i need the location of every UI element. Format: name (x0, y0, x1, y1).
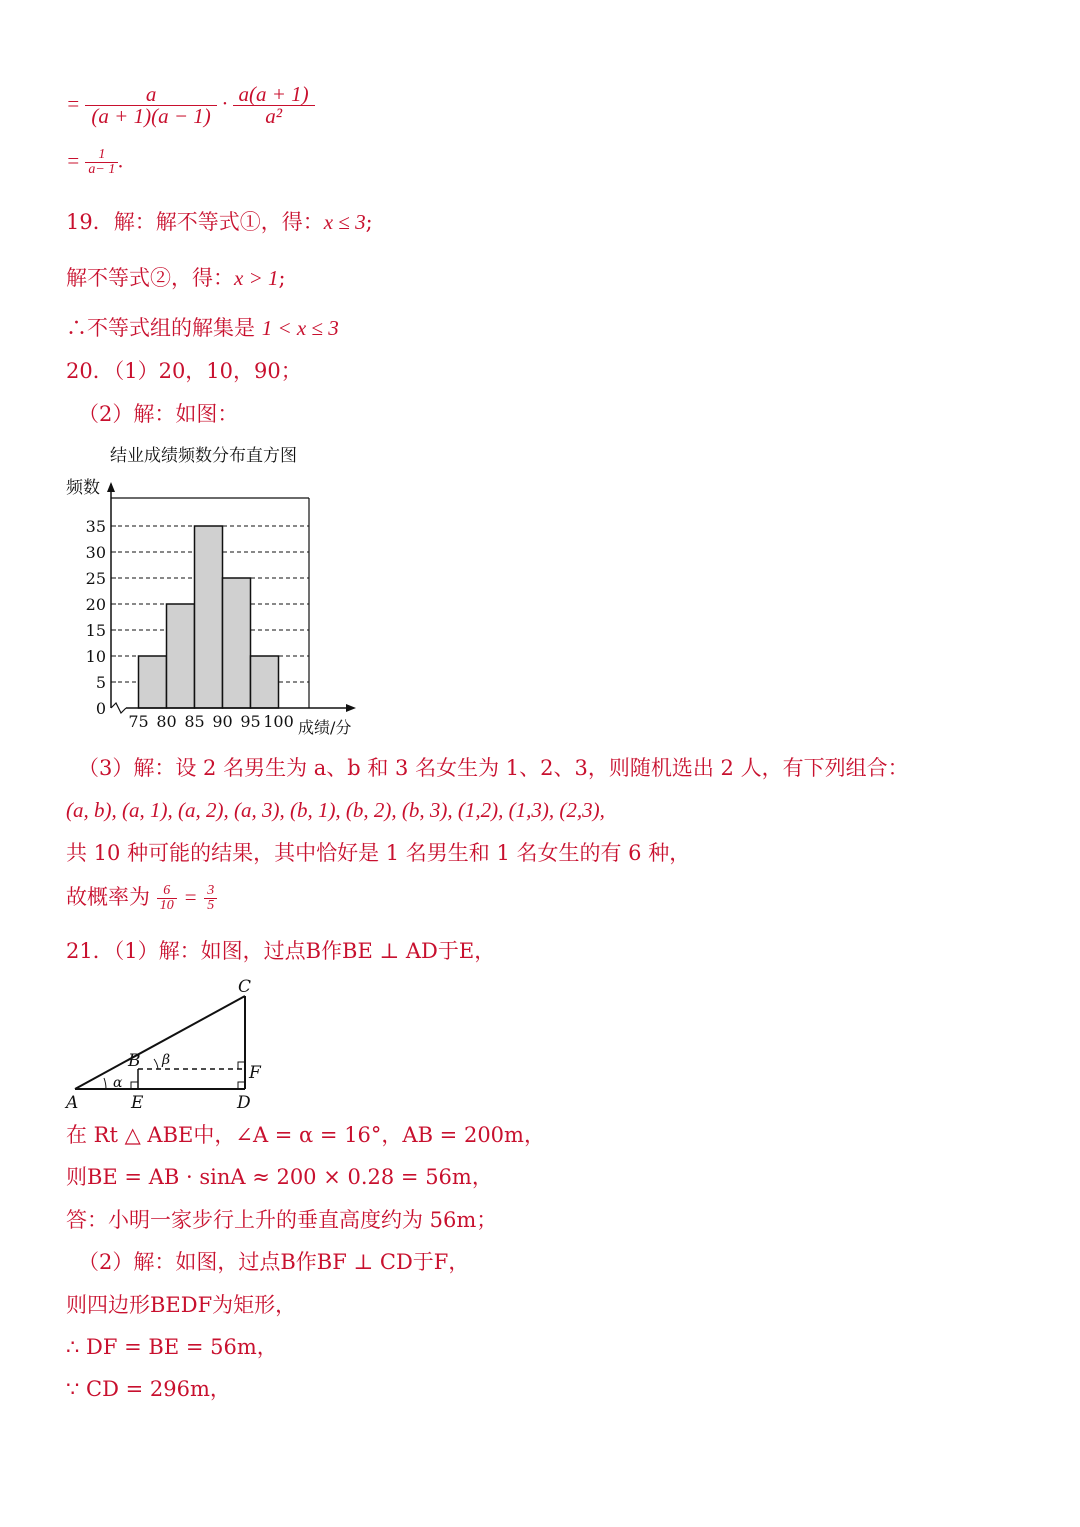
geometry-figure (60, 972, 280, 1112)
fraction-1-denominator: (a + 1)(a − 1) (91, 104, 211, 128)
y-tick-label: 20 (85, 595, 106, 614)
q21-line-6: ∴ DF = BE = 56m， (66, 1335, 278, 1359)
period: . (118, 148, 124, 173)
fraction-2-numerator: a(a + 1) (233, 84, 315, 106)
probability-fraction-1-numerator: 6 (157, 884, 177, 899)
x-tick-label: 75 (128, 712, 149, 731)
multiply-dot: · (222, 91, 228, 116)
y-tick-label: 30 (85, 543, 106, 562)
equals-sign: = (66, 148, 81, 173)
chart-title: 结业成绩频数分布直方图 (110, 446, 297, 466)
probability-fraction-2-numerator: 3 (204, 884, 217, 899)
probability-fraction-1-denominator: 10 (159, 898, 174, 913)
q21-line-1: 在 Rt △ ABE中，∠A = α = 16°，AB = 200m， (66, 1123, 545, 1147)
y-axis-label: 频数 (66, 478, 100, 498)
q19-line-1-end: ; (365, 210, 373, 234)
q21-line-7: ∵ CD = 296m， (66, 1377, 231, 1401)
axis-break-mark (111, 703, 126, 713)
angle-label-beta: β (162, 1052, 171, 1068)
q19-line-3 (66, 318, 339, 339)
histogram-bar (139, 656, 167, 708)
q20-part-2: （2）解：如图： (78, 402, 239, 426)
histogram-chart (60, 440, 380, 740)
x-tick-label: 90 (212, 712, 233, 731)
q19-line-3-text: ∴不等式组的解集是 (66, 316, 262, 340)
segment-ac (75, 996, 245, 1089)
fraction-result-numerator: 1 (85, 148, 118, 163)
probability-fraction-2 (204, 884, 217, 913)
x-tick-label: 85 (184, 712, 205, 731)
q19-line-1-math: x ≤ 3 (323, 210, 366, 234)
q19-line-1 (66, 212, 373, 233)
y-tick-label: 35 (85, 517, 106, 536)
y-tick-label: 15 (85, 621, 106, 640)
q19-line-2 (66, 268, 286, 289)
q20-probability (66, 884, 217, 913)
q20-probability-text: 故概率为 (66, 885, 150, 909)
histogram-bar (167, 604, 195, 708)
x-axis-label: 成绩/分 (298, 718, 352, 737)
angle-beta-arc (154, 1059, 158, 1069)
q21-line-2: 则BE = AB · sinA ≈ 200 × 0.28 = 56m， (66, 1165, 493, 1189)
angle-alpha-arc (104, 1078, 106, 1089)
histogram-bar (195, 526, 223, 708)
histogram-bar (251, 656, 279, 708)
q21-part-1: 21．（1）解：如图，过点B作BE ⊥ AD于E， (66, 939, 496, 963)
x-tick-label: 80 (156, 712, 177, 731)
q19-line-2-end: ; (278, 266, 286, 290)
y-tick-label: 5 (95, 673, 106, 692)
x-axis-arrow (346, 704, 356, 712)
point-label-e: E (131, 1093, 144, 1112)
point-label-c: C (238, 977, 252, 997)
q21-part-2: （2）解：如图，过点B作BF ⊥ CD于F， (78, 1250, 470, 1274)
point-label-a: A (66, 1093, 79, 1112)
y-tick-label: 10 (85, 647, 106, 666)
x-tick-label: 95 (240, 712, 261, 731)
equation-step-1 (66, 84, 315, 127)
q20-combinations: (a, b), (a, 1), (a, 2), (a, 3), (b, 1), (b, 2), (b, 3), (1,2), (1,3), (2,3), (66, 798, 605, 822)
y-tick-label: 25 (85, 569, 106, 588)
fraction-1 (85, 84, 216, 127)
q20-part-1: 20．（1）20，10，90； (66, 359, 302, 383)
y-tick-label: 0 (95, 699, 106, 718)
point-label-b: B (128, 1051, 141, 1071)
histogram-bar (223, 578, 251, 708)
q19-line-2-text: 解不等式②，得： (66, 266, 234, 290)
right-angle-mark-e (131, 1082, 138, 1089)
equals-sign: = (66, 91, 81, 116)
fraction-2 (233, 84, 315, 127)
q20-part-3: （3）解：设 2 名男生为 a、b 和 3 名女生为 1、2、3，则随机选出 2 人，有下列组合： (78, 756, 909, 780)
point-label-d: D (237, 1093, 251, 1112)
fraction-1-numerator: a (85, 84, 216, 106)
probability-fraction-2-denominator: 5 (207, 898, 215, 913)
q19-line-3-math: 1 < x ≤ 3 (261, 316, 339, 340)
fraction-result (85, 148, 118, 177)
q20-count-statement: 共 10 种可能的结果，其中恰好是 1 名男生和 1 名女生的有 6 种， (66, 841, 691, 865)
fraction-result-denominator: a− 1 (88, 162, 116, 177)
fraction-2-denominator: a² (265, 104, 282, 128)
y-axis-arrow (107, 482, 115, 492)
equals-sign: = (183, 885, 198, 909)
q19-line-1-text: 19．解：解不等式①，得： (66, 210, 324, 234)
point-label-f: F (249, 1063, 261, 1083)
right-angle-mark-d (238, 1082, 245, 1089)
angle-label-alpha: α (113, 1075, 123, 1091)
q21-line-3: 答：小明一家步行上升的垂直高度约为 56m； (66, 1208, 498, 1232)
q21-line-5: 则四边形BEDF为矩形， (66, 1293, 297, 1317)
probability-fraction-1 (157, 884, 177, 913)
right-angle-mark-f (238, 1062, 245, 1069)
q19-line-2-math: x > 1 (234, 266, 279, 290)
x-tick-label: 100 (263, 712, 294, 731)
equation-step-2 (66, 148, 124, 177)
